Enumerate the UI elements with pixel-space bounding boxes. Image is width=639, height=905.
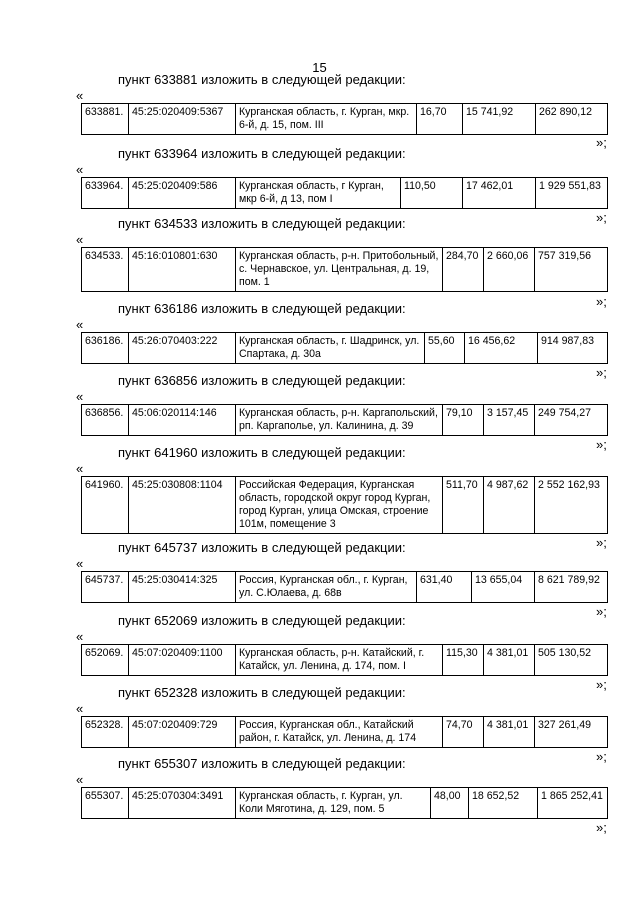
close-quote: »; (596, 135, 607, 150)
entry-table (81, 247, 608, 292)
item-number-cell: 634533. (82, 248, 129, 292)
open-quote: « (76, 389, 84, 404)
table-row (82, 717, 608, 748)
area-cell: 511,70 (443, 477, 484, 534)
unit-price-cell: 17 462,01 (463, 178, 536, 209)
address-cell: Курганская область, г Курган, мкр 6-й, д 13, пом I (236, 178, 401, 209)
total-value-cell: 262 890,12 (536, 104, 608, 135)
cadastral-number-cell: 45:07:020409:729 (129, 717, 236, 748)
total-value-cell: 1 865 252,41 (538, 788, 608, 819)
total-value-cell: 327 261,49 (535, 717, 608, 748)
item-number-cell: 652069. (82, 645, 129, 676)
entry-intro: пункт 655307 изложить в следующей редакции: (118, 756, 406, 771)
area-cell: 16,70 (417, 104, 463, 135)
entry-table (81, 476, 608, 534)
item-number-cell: 633964. (82, 178, 129, 209)
table-row (82, 477, 608, 534)
table-row (82, 645, 608, 676)
open-quote: « (76, 317, 84, 332)
item-number-cell: 645737. (82, 572, 129, 603)
entry-intro: пункт 652069 изложить в следующей редакции: (118, 613, 406, 628)
cadastral-number-cell: 45:06:020114:146 (129, 405, 236, 436)
cadastral-number-cell: 45:26:070403:222 (129, 333, 236, 364)
entry-intro: пункт 641960 изложить в следующей редакции: (118, 445, 406, 460)
cadastral-number-cell: 45:25:020409:5367 (129, 104, 236, 135)
address-cell: Россия, Курганская обл., г. Курган, ул. С.Юлаева, д. 68в (236, 572, 417, 603)
open-quote: « (76, 461, 84, 476)
close-quote: »; (596, 437, 607, 452)
entry-intro: пункт 633881 изложить в следующей редакции: (118, 72, 406, 87)
table-row (82, 333, 608, 364)
item-number-cell: 636186. (82, 333, 129, 364)
unit-price-cell: 16 456,62 (465, 333, 538, 364)
cadastral-number-cell: 45:25:070304:3491 (129, 788, 236, 819)
total-value-cell: 8 621 789,92 (535, 572, 608, 603)
entry-intro: пункт 636186 изложить в следующей редакции: (118, 301, 406, 316)
close-quote: »; (596, 365, 607, 380)
cadastral-number-cell: 45:25:020409:586 (129, 178, 236, 209)
table-row (82, 788, 608, 819)
cadastral-number-cell: 45:25:030414:325 (129, 572, 236, 603)
table-row (82, 405, 608, 436)
address-cell: Курганская область, г. Курган, ул. Коли Мяготина, д. 129, пом. 5 (236, 788, 431, 819)
area-cell: 79,10 (443, 405, 484, 436)
page-number: 15 (312, 60, 327, 75)
open-quote: « (76, 232, 84, 247)
entry-intro: пункт 645737 изложить в следующей редакции: (118, 540, 406, 555)
table-row (82, 178, 608, 209)
entry-table (81, 571, 608, 603)
cadastral-number-cell: 45:16:010801:630 (129, 248, 236, 292)
unit-price-cell: 18 652,52 (469, 788, 538, 819)
cadastral-number-cell: 45:07:020409:1100 (129, 645, 236, 676)
entry-intro: пункт 633964 изложить в следующей редакции: (118, 146, 406, 161)
address-cell: Курганская область, р-н. Каргапольский, рп. Каргаполье, ул. Калинина, д. 39 (236, 405, 443, 436)
total-value-cell: 249 754,27 (535, 405, 608, 436)
area-cell: 48,00 (431, 788, 469, 819)
open-quote: « (76, 772, 84, 787)
close-quote: »; (596, 535, 607, 550)
total-value-cell: 2 552 162,93 (535, 477, 608, 534)
total-value-cell: 914 987,83 (538, 333, 608, 364)
item-number-cell: 636856. (82, 405, 129, 436)
open-quote: « (76, 162, 84, 177)
item-number-cell: 633881. (82, 104, 129, 135)
area-cell: 284,70 (443, 248, 484, 292)
item-number-cell: 641960. (82, 477, 129, 534)
entry-table (81, 103, 608, 135)
total-value-cell: 1 929 551,83 (536, 178, 608, 209)
entry-intro: пункт 636856 изложить в следующей редакции: (118, 373, 406, 388)
address-cell: Курганская область, г. Курган, мкр. 6-й, д. 15, пом. III (236, 104, 417, 135)
entry-intro: пункт 652328 изложить в следующей редакции: (118, 685, 406, 700)
open-quote: « (76, 701, 84, 716)
item-number-cell: 652328. (82, 717, 129, 748)
table-row (82, 248, 608, 292)
address-cell: Курганская область, г. Шадринск, ул. Спартака, д. 30а (236, 333, 425, 364)
entry-table (81, 787, 608, 819)
open-quote: « (76, 556, 84, 571)
close-quote: »; (596, 210, 607, 225)
entry-table (81, 716, 608, 748)
area-cell: 631,40 (417, 572, 472, 603)
area-cell: 115,30 (443, 645, 484, 676)
area-cell: 74,70 (443, 717, 484, 748)
entry-table (81, 177, 608, 209)
unit-price-cell: 4 987,62 (484, 477, 535, 534)
open-quote: « (76, 88, 84, 103)
area-cell: 55,60 (425, 333, 465, 364)
unit-price-cell: 4 381,01 (484, 717, 535, 748)
cadastral-number-cell: 45:25:030808:1104 (129, 477, 236, 534)
address-cell: Курганская область, р-н. Притобольный, с. Чернавское, ул. Центральная, д. 19, пом. 1 (236, 248, 443, 292)
entry-table (81, 404, 608, 436)
close-quote: »; (596, 749, 607, 764)
close-quote: »; (596, 820, 607, 835)
table-row (82, 104, 608, 135)
unit-price-cell: 3 157,45 (484, 405, 535, 436)
table-row (82, 572, 608, 603)
total-value-cell: 757 319,56 (535, 248, 608, 292)
close-quote: »; (596, 677, 607, 692)
open-quote: « (76, 629, 84, 644)
unit-price-cell: 4 381,01 (484, 645, 535, 676)
unit-price-cell: 15 741,92 (463, 104, 536, 135)
area-cell: 110,50 (401, 178, 463, 209)
close-quote: »; (596, 294, 607, 309)
entry-table (81, 332, 608, 364)
total-value-cell: 505 130,52 (535, 645, 608, 676)
unit-price-cell: 13 655,04 (472, 572, 535, 603)
address-cell: Курганская область, р-н. Катайский, г. Катайск, ул. Ленина, д. 174, пом. I (236, 645, 443, 676)
item-number-cell: 655307. (82, 788, 129, 819)
address-cell: Россия, Курганская обл., Катайский район, г. Катайск, ул. Ленина, д. 174 (236, 717, 443, 748)
close-quote: »; (596, 604, 607, 619)
unit-price-cell: 2 660,06 (484, 248, 535, 292)
entry-table (81, 644, 608, 676)
address-cell: Российская Федерация, Курганская область, городской округ город Курган, город Курган, улица Омская, строение 101м, помещение 3 (236, 477, 443, 534)
entry-intro: пункт 634533 изложить в следующей редакции: (118, 216, 406, 231)
